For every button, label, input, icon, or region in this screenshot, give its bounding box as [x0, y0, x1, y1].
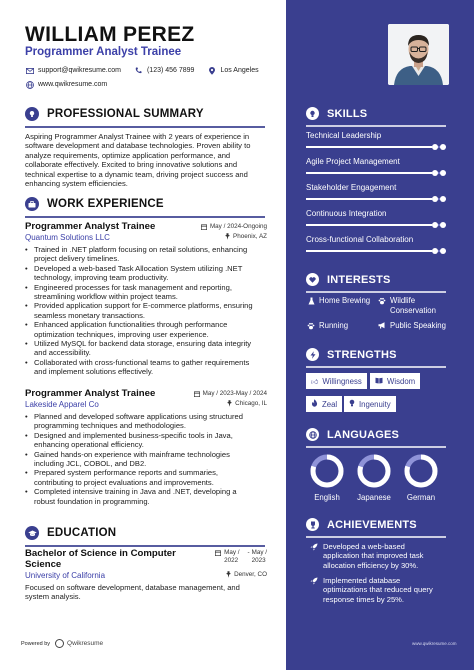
languages-heading: LANGUAGES: [327, 428, 400, 441]
section-divider: [25, 126, 265, 128]
location-text: Los Angeles: [220, 67, 259, 74]
language-item: [399, 453, 443, 502]
summary-section: [25, 105, 265, 188]
job-title: Programmer Analyst Trainee: [25, 388, 156, 399]
language-label: German: [406, 493, 436, 502]
flask-icon: [306, 296, 316, 305]
bullet-item: • Collaborated with cross-functional teams to gather requirements and implement solutions effectively.: [25, 358, 267, 377]
lightbulb-icon: [349, 399, 355, 409]
achievement-item: Developed a web-based application that improved task allocation efficiency by 30%.: [309, 542, 459, 570]
language-item: [352, 453, 396, 502]
job-location: Chicago, IL: [227, 400, 267, 407]
skill-item: [306, 183, 446, 200]
email-icon: [25, 66, 34, 75]
strength-chip: Zeal: [306, 396, 342, 412]
section-divider: [25, 545, 265, 547]
location-icon: [207, 66, 216, 75]
bullet-item: • Gained hands-on experience with mainframe technologies including JCL, COBOL, and DB2.: [25, 450, 267, 469]
thumbs-up-icon: 👍︎: [311, 378, 319, 386]
pin-icon: [225, 233, 230, 240]
section-divider: [306, 446, 446, 448]
rocket-icon: [309, 576, 319, 604]
strength-chip: 👍︎ Willingness: [306, 373, 367, 389]
bullet-item: • Prepared system performance reports and summaries, contributing to project evaluations and improvements.: [25, 468, 267, 487]
bullet-item: • Trained in .NET platform focusing on retail solutions, enhancing project delivery timelines.: [25, 245, 267, 264]
skill-label: Agile Project Management: [306, 157, 400, 166]
edu-date-end: - May / 2023: [247, 549, 267, 564]
language-level-ring: [403, 453, 439, 489]
skill-level-bar: [306, 198, 446, 200]
strengths-heading: STRENGTHS: [327, 348, 397, 361]
section-divider: [306, 291, 446, 293]
strength-chip: Ingenuity: [344, 396, 396, 412]
languages-section: [306, 426, 446, 448]
skill-label: Technical Leadership: [306, 131, 382, 140]
summary-heading: PROFESSIONAL SUMMARY: [47, 108, 204, 120]
interest-item: Home Brewing: [306, 296, 370, 306]
paw-icon: [377, 296, 387, 305]
experience-section: [25, 195, 265, 218]
globe-icon: [306, 428, 319, 441]
company-name: Lakeside Apparel Co: [25, 400, 99, 409]
job-location: Phoenix, AZ: [225, 233, 267, 240]
phone-icon: [134, 66, 143, 75]
job-bullets: [25, 412, 267, 506]
website-text[interactable]: www.qwikresume.com: [38, 81, 108, 88]
candidate-title: Programmer Analyst Trainee: [25, 46, 182, 58]
calendar-icon: [194, 391, 200, 397]
bullet-item: • Designed and implemented business-specific tools in Java, enhancing operational efficiency.: [25, 431, 267, 450]
bullet-item: • Enhanced application functionalities through performance optimization techniques, improving user experience.: [25, 320, 267, 339]
education-heading: EDUCATION: [47, 527, 117, 539]
bullet-item: • Provided application support for E-commerce platforms, ensuring seamless monetary transactions.: [25, 301, 267, 320]
graduation-cap-icon: [25, 526, 39, 540]
job-title: Programmer Analyst Trainee: [25, 221, 156, 232]
achievements-heading: ACHIEVEMENTS: [327, 518, 417, 531]
strength-chip: Wisdom: [370, 373, 420, 389]
flame-icon: [311, 399, 318, 409]
book-icon: [375, 377, 383, 386]
lightbulb-icon: [25, 107, 39, 121]
calendar-icon: [201, 224, 207, 230]
edu-date-start: May / 2022: [215, 549, 239, 565]
achievements-section: [306, 516, 446, 538]
bullet-item: • Engineered processes for task management and reporting, streamlining workflow within project teams.: [25, 283, 267, 302]
email-text[interactable]: support@qwikresume.com: [38, 67, 121, 74]
interest-item: Public Speaking: [377, 321, 446, 331]
job-entry: [25, 388, 267, 506]
trophy-icon: [306, 518, 319, 531]
qwikresume-logo-icon: [55, 639, 64, 648]
school-location: Denver, CO: [226, 571, 267, 578]
company-name: Quantum Solutions LLC: [25, 233, 110, 242]
bullet-item: • Planned and developed software applications using structured programming techniques and methodologies.: [25, 412, 267, 431]
bullet-item: • Completed intensive training in Java and .NET, developing a robust foundation in programming.: [25, 487, 267, 506]
bullet-item: • Utilized MySQL for backend data storage, ensuring data integrity and accessibility.: [25, 339, 267, 358]
education-section: [25, 524, 265, 547]
section-divider: [306, 366, 446, 368]
bolt-icon: [306, 348, 319, 361]
language-label: English: [314, 493, 340, 502]
language-level-ring: [309, 453, 345, 489]
interests-section: [306, 271, 446, 293]
skill-label: Stakeholder Engagement: [306, 183, 397, 192]
footer-branding: Powered by Qwikresume: [21, 640, 104, 647]
job-dates: May / 2023-May / 2024: [194, 390, 267, 397]
skill-label: Cross-functional Collaboration: [306, 235, 414, 244]
pin-icon: [227, 400, 232, 407]
education-description: Focused on software development, database management, and system analysis.: [25, 583, 240, 602]
website-row: [25, 80, 107, 89]
heart-icon: [306, 273, 319, 286]
lightbulb-icon: [306, 107, 319, 120]
skill-level-bar: [306, 224, 446, 226]
section-divider: [25, 216, 265, 218]
skill-item: [306, 157, 446, 174]
rocket-icon: [309, 542, 319, 570]
strengths-section: [306, 346, 446, 368]
skills-section: [306, 105, 446, 127]
degree: Bachelor of Science in Computer Science: [25, 548, 176, 570]
achievement-item: Implemented database optimizations that reduced query response times by 25%.: [309, 576, 459, 604]
bullet-item: • Developed a web-based Task Allocation System utilizing .NET technology, improving team productivity.: [25, 264, 267, 283]
experience-heading: WORK EXPERIENCE: [47, 198, 164, 210]
skill-level-bar: [306, 172, 446, 174]
skills-heading: SKILLS: [327, 107, 368, 120]
briefcase-icon: [25, 197, 39, 211]
skill-level-bar: [306, 146, 446, 148]
job-dates: May / 2024-Ongoing: [201, 223, 267, 230]
language-label: Japanese: [357, 493, 391, 502]
summary-text: Aspiring Programmer Analyst Trainee with 2 years of experience in software development and database technologies. Proven ability to analyze requirements, optimize application performance, and collaborate effectively. Excited to bring innovative solutions and technical expertise to a dynamic team, driving project success and enhancing system efficiencies.: [25, 132, 251, 189]
megaphone-icon: [377, 321, 387, 329]
profile-photo: [388, 24, 449, 85]
section-divider: [306, 536, 446, 538]
candidate-name: WILLIAM PEREZ: [25, 23, 195, 46]
skill-item: [306, 209, 446, 226]
skill-item: [306, 131, 446, 148]
school-name: University of California: [25, 571, 106, 580]
footer-site[interactable]: www.qwikresume.com: [412, 641, 457, 646]
language-level-ring: [356, 453, 392, 489]
section-divider: [306, 125, 446, 127]
interest-item: Running: [306, 321, 348, 331]
contact-row: [25, 66, 259, 75]
job-entry: [25, 221, 267, 377]
phone-text[interactable]: (123) 456 7899: [146, 67, 195, 74]
skill-label: Continuous Integration: [306, 209, 387, 218]
interests-heading: INTERESTS: [327, 273, 391, 286]
pin-icon: [226, 571, 231, 578]
skill-item: [306, 235, 446, 252]
calendar-icon: [215, 550, 221, 556]
skill-level-bar: [306, 250, 446, 252]
interest-item: Wildlife Conservation: [377, 296, 436, 315]
job-bullets: [25, 245, 267, 377]
language-item: [305, 453, 349, 502]
paw-icon: [306, 321, 316, 330]
education-entry: [25, 548, 267, 602]
globe-icon: [25, 80, 34, 89]
